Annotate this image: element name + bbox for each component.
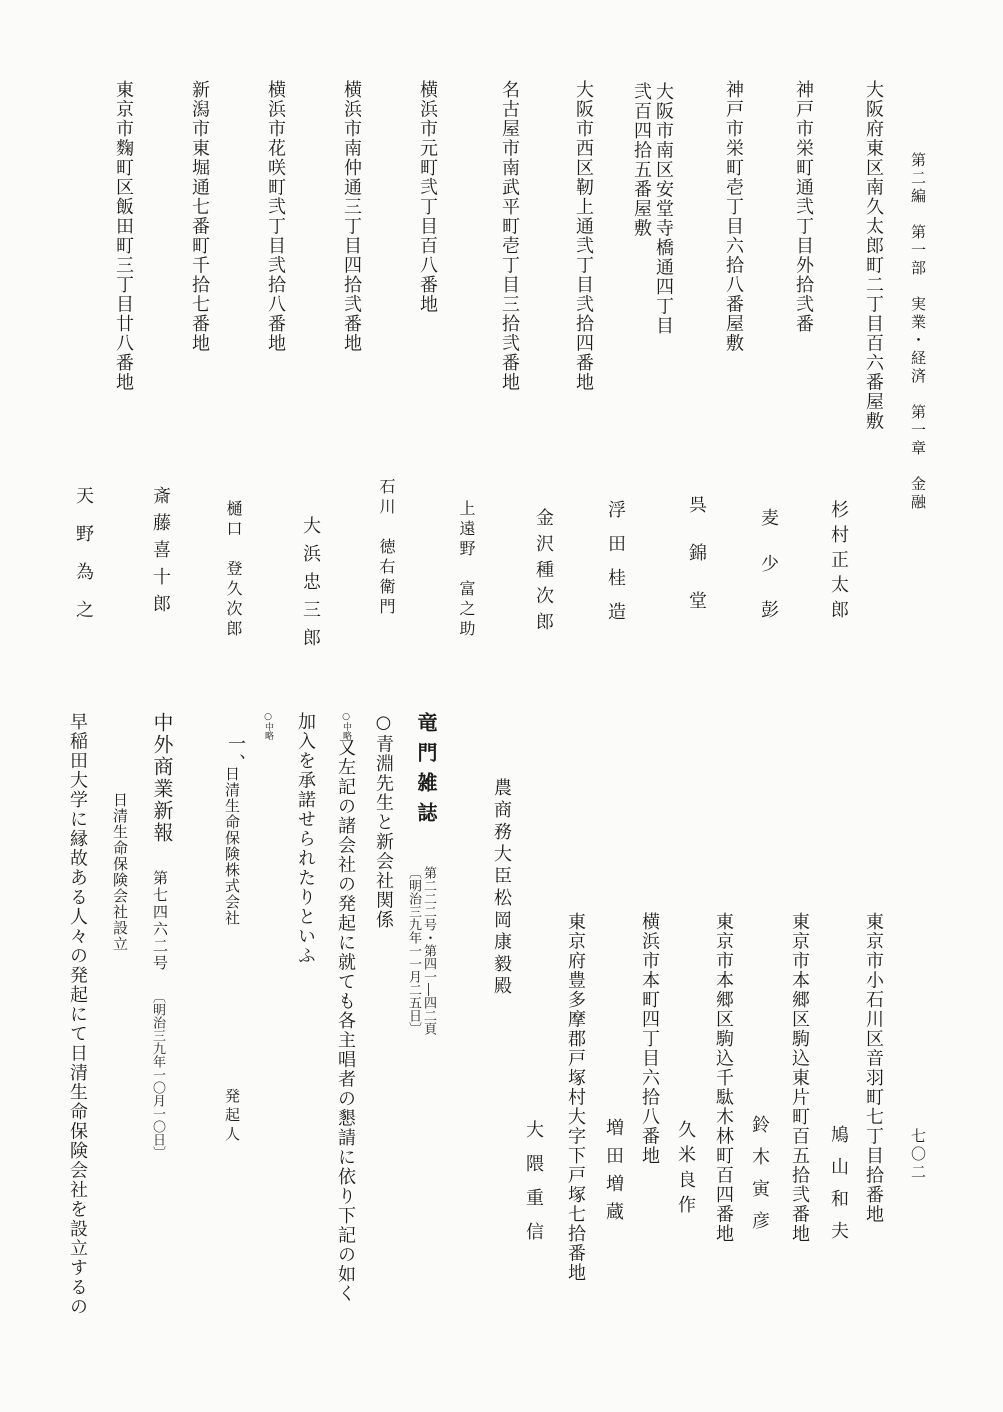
running-head: 第二編 第一部 実業・経済 第一章 金融 [909, 152, 927, 512]
body-text-line: 又左記の諸会社の発起に就ても各主唱者の懇請に依り下記の如く [335, 738, 356, 1304]
founder-address: 横浜市南仲通三丁目四拾弐番地 [341, 80, 362, 353]
body-text-line: 早稲田大学に縁故ある人々の発起にて日清生命保険会社を設立するの [67, 712, 88, 1317]
founder-name: 大浜忠三郎 [300, 516, 321, 656]
newspaper-title: 中外商業新報 [150, 712, 174, 844]
founder-name: 樋口 登久次郎 [224, 500, 243, 640]
founder-name: 呉錦堂 [686, 495, 707, 639]
founder-address: 東京市本郷区駒込東片町百五拾弐番地 [789, 912, 810, 1244]
item-role: 発起人 [223, 1088, 241, 1145]
founder-address: 横浜市元町弐丁目百八番地 [417, 80, 438, 314]
founder-name: 大隈重信 [523, 1120, 544, 1256]
founder-address: 名古屋市南武平町壱丁目三拾弐番地 [499, 80, 520, 392]
omission-mark: ○中略 [341, 712, 351, 740]
magazine-date: 〔明治三九年一一月二五日〕 [406, 866, 421, 1035]
founder-name: 鳩山和夫 [828, 1125, 849, 1253]
founder-name: 斎藤喜十郎 [150, 486, 171, 621]
founder-name: 上遠野 富之助 [457, 500, 476, 640]
founder-name: 杉村正太郎 [828, 500, 849, 625]
article-title: ○青淵先生と新会社関係 [373, 712, 394, 930]
founder-address: 東京市小石川区音羽町七丁目拾番地 [863, 912, 884, 1224]
item-company: 日清生命保険株式会社 [223, 766, 241, 926]
founder-address: 新潟市東堀通七番町千拾七番地 [189, 80, 210, 353]
founder-address: 東京市麴町区飯田町三丁目廿八番地 [113, 80, 134, 392]
body-text-line: 加入を承諾せられたりといふ [295, 712, 316, 966]
omission-mark: ○中略 [263, 712, 273, 740]
founder-name: 鈴木寅彦 [749, 1115, 770, 1243]
founder-address: 大阪市西区靭上通弐丁目弐拾四番地 [573, 80, 594, 392]
founder-address-line1: 大阪市南区安堂寺橋通四丁目 [653, 82, 674, 336]
founder-name: 金沢種次郎 [533, 508, 554, 638]
addressee: 農商務大臣松岡康毅殿 [491, 778, 512, 998]
founder-name: 麦少彭 [758, 508, 779, 646]
item-label: 一、 [225, 734, 246, 773]
magazine-issue: 第二二二号・第四一―四二頁 [421, 866, 436, 1035]
founder-name: 浮田桂造 [605, 500, 626, 636]
founder-address: 東京市本郷区駒込千駄木林町百四番地 [713, 912, 734, 1244]
page-number: 七〇二 [909, 1128, 927, 1182]
founder-address: 横浜市花咲町弐丁目弐拾八番地 [265, 80, 286, 353]
founder-address: 東京府豊多摩郡戸塚村大字下戸塚七拾番地 [565, 912, 586, 1283]
magazine-title: 竜門雑誌 [414, 712, 438, 832]
newspaper-issue: 第七四六二号 [151, 870, 169, 972]
newspaper-date: 〔明治三九年一〇月一〇日〕 [150, 990, 165, 1159]
founder-address: 横浜市本町四丁目六拾八番地 [639, 912, 660, 1166]
founder-address-line2: 弐百四拾五番屋敷 [631, 82, 652, 238]
founder-name: 石川 徳右衛門 [377, 478, 396, 618]
founder-address: 神戸市栄町通弐丁目外拾弐番 [793, 80, 814, 334]
founder-address: 神戸市栄町壱丁目六拾八番屋敷 [723, 80, 744, 353]
founder-name: 天野為之 [73, 486, 94, 638]
headline: 日清生命保険会社設立 [111, 792, 129, 952]
founder-name: 増田増蔵 [603, 1118, 624, 1230]
founder-name: 久米良作 [675, 1120, 696, 1220]
founder-address: 大阪府東区南久太郎町二丁目百六番屋敷 [863, 80, 884, 431]
